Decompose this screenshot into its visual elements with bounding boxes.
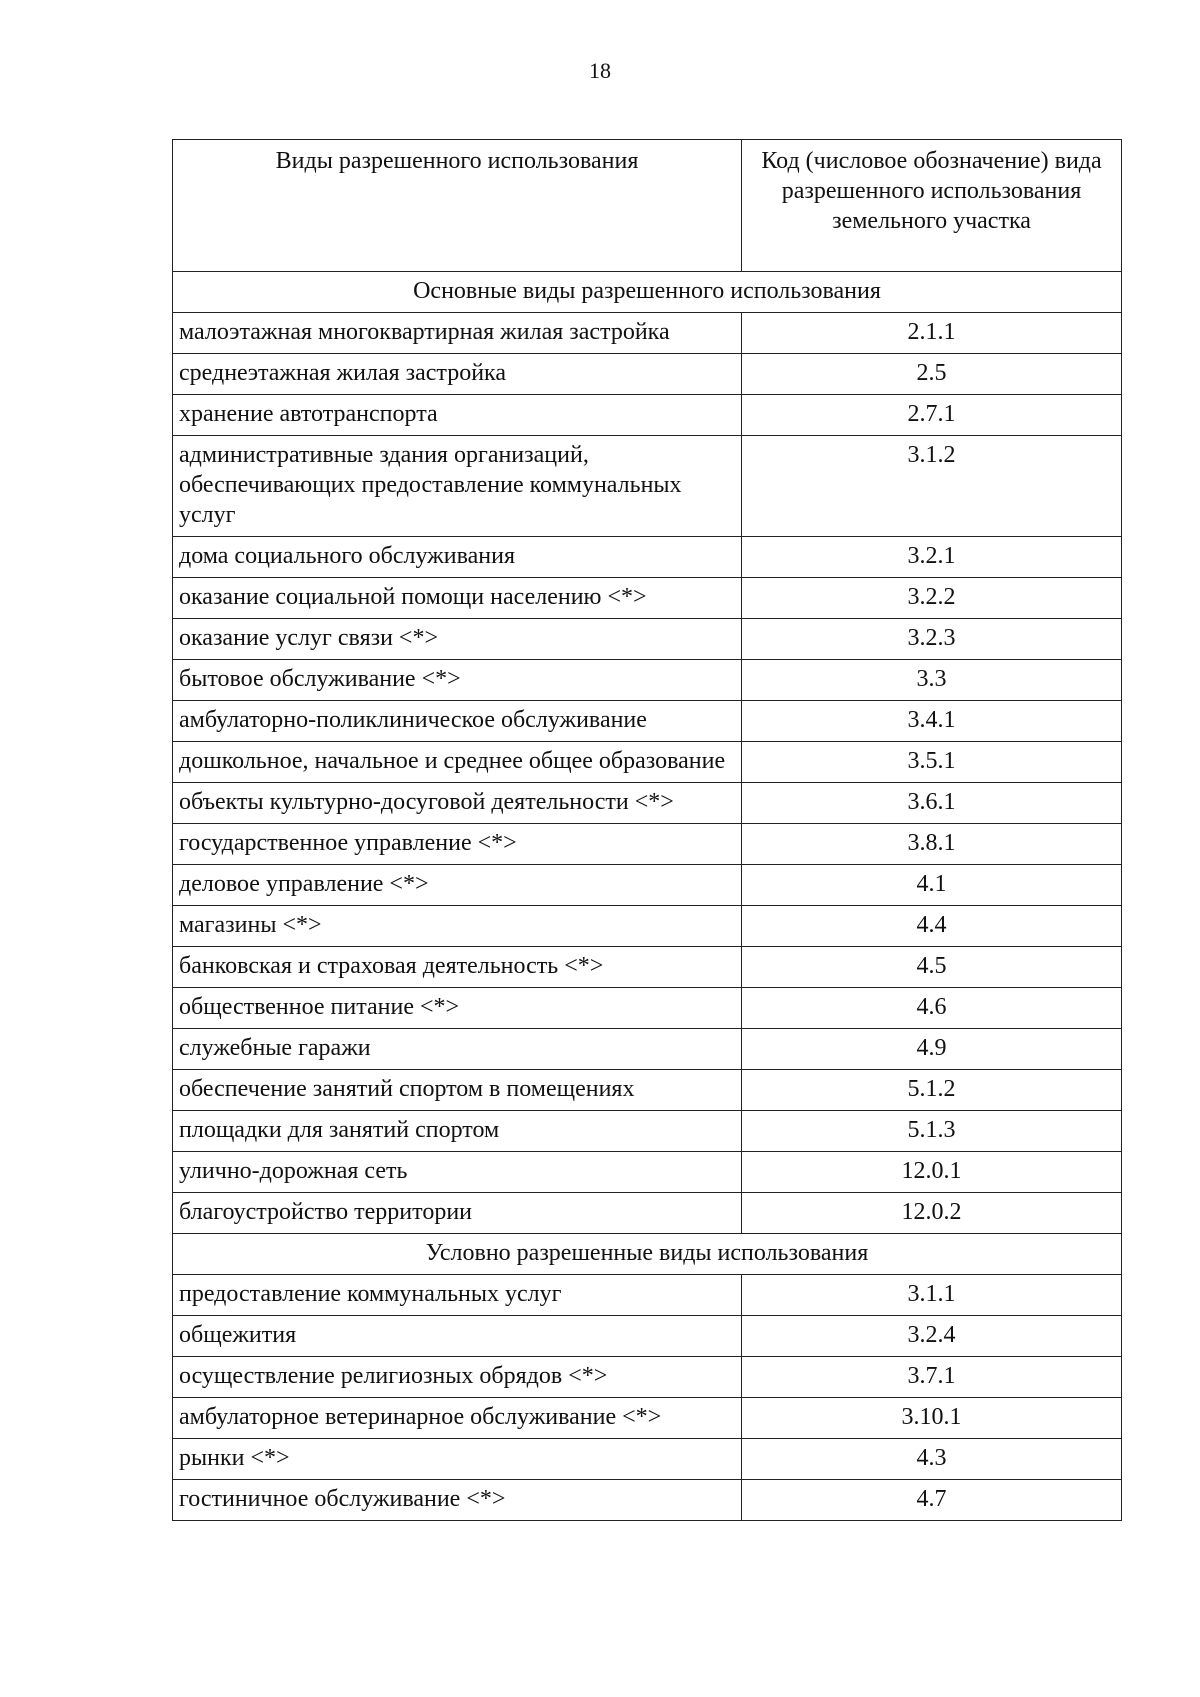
use-code-cell: 3.2.3 xyxy=(742,619,1122,660)
table-row xyxy=(173,660,1122,701)
table-row xyxy=(173,537,1122,578)
use-code-cell: 4.3 xyxy=(742,1439,1122,1480)
use-code-cell: 2.1.1 xyxy=(742,313,1122,354)
use-code-cell: 4.5 xyxy=(742,947,1122,988)
table-row xyxy=(173,395,1122,436)
use-type-cell: бытовое обслуживание <*> xyxy=(173,660,742,701)
use-type-cell: общественное питание <*> xyxy=(173,988,742,1029)
use-code-cell: 3.2.1 xyxy=(742,537,1122,578)
header-use-type: Виды разрешенного использования xyxy=(173,140,742,272)
table-row xyxy=(173,1357,1122,1398)
use-type-cell: улично-дорожная сеть xyxy=(173,1152,742,1193)
use-type-cell: гостиничное обслуживание <*> xyxy=(173,1480,742,1521)
use-code-cell: 4.7 xyxy=(742,1480,1122,1521)
use-type-cell: дома социального обслуживания xyxy=(173,537,742,578)
use-type-cell: деловое управление <*> xyxy=(173,865,742,906)
use-code-cell: 4.4 xyxy=(742,906,1122,947)
use-type-cell: предоставление коммунальных услуг xyxy=(173,1275,742,1316)
land-use-table xyxy=(172,139,1122,1521)
page-number: 18 xyxy=(589,58,611,83)
use-type-cell: амбулаторное ветеринарное обслуживание <*> xyxy=(173,1398,742,1439)
use-type-cell: магазины <*> xyxy=(173,906,742,947)
use-type-cell: обеспечение занятий спортом в помещениях xyxy=(173,1070,742,1111)
use-code-cell: 12.0.2 xyxy=(742,1193,1122,1234)
table-row xyxy=(173,1070,1122,1111)
use-type-cell: малоэтажная многоквартирная жилая застройка xyxy=(173,313,742,354)
table-row xyxy=(173,578,1122,619)
use-type-cell: объекты культурно-досуговой деятельности <*> xyxy=(173,783,742,824)
use-type-cell: оказание социальной помощи населению <*> xyxy=(173,578,742,619)
use-code-cell: 4.9 xyxy=(742,1029,1122,1070)
table-row xyxy=(173,988,1122,1029)
use-code-cell: 3.2.2 xyxy=(742,578,1122,619)
use-code-cell: 3.5.1 xyxy=(742,742,1122,783)
table-row xyxy=(173,1029,1122,1070)
table-row xyxy=(173,1398,1122,1439)
section-title: Основные виды разрешенного использования xyxy=(173,272,1122,313)
table-row xyxy=(173,1193,1122,1234)
use-type-cell: среднеэтажная жилая застройка xyxy=(173,354,742,395)
use-code-cell: 3.8.1 xyxy=(742,824,1122,865)
table-row xyxy=(173,1480,1122,1521)
use-code-cell: 5.1.2 xyxy=(742,1070,1122,1111)
use-type-cell: государственное управление <*> xyxy=(173,824,742,865)
use-code-cell: 3.1.2 xyxy=(742,436,1122,537)
table-row xyxy=(173,354,1122,395)
table-header-row xyxy=(173,140,1122,272)
table-row xyxy=(173,742,1122,783)
table-row xyxy=(173,865,1122,906)
use-code-cell: 3.4.1 xyxy=(742,701,1122,742)
table-row xyxy=(173,701,1122,742)
use-type-cell: дошкольное, начальное и среднее общее образование xyxy=(173,742,742,783)
use-type-cell: оказание услуг связи <*> xyxy=(173,619,742,660)
use-code-cell: 5.1.3 xyxy=(742,1111,1122,1152)
table-row xyxy=(173,1111,1122,1152)
use-type-cell: служебные гаражи xyxy=(173,1029,742,1070)
use-type-cell: административные здания организаций, обеспечивающих предоставление коммунальных услуг xyxy=(173,436,742,537)
table-row xyxy=(173,436,1122,537)
table-row xyxy=(173,1275,1122,1316)
use-code-cell: 3.7.1 xyxy=(742,1357,1122,1398)
section-title: Условно разрешенные виды использования xyxy=(173,1234,1122,1275)
use-type-cell: хранение автотранспорта xyxy=(173,395,742,436)
section-row xyxy=(173,272,1122,313)
table-row xyxy=(173,1152,1122,1193)
use-type-cell: осуществление религиозных обрядов <*> xyxy=(173,1357,742,1398)
use-code-cell: 3.10.1 xyxy=(742,1398,1122,1439)
table-row xyxy=(173,824,1122,865)
table-row xyxy=(173,947,1122,988)
use-code-cell: 3.1.1 xyxy=(742,1275,1122,1316)
use-type-cell: общежития xyxy=(173,1316,742,1357)
table-row xyxy=(173,1316,1122,1357)
use-type-cell: амбулаторно-поликлиническое обслуживание xyxy=(173,701,742,742)
use-code-cell: 12.0.1 xyxy=(742,1152,1122,1193)
table-body xyxy=(173,272,1122,1521)
table-row xyxy=(173,1439,1122,1480)
use-code-cell: 4.6 xyxy=(742,988,1122,1029)
use-code-cell: 3.2.4 xyxy=(742,1316,1122,1357)
use-type-cell: банковская и страховая деятельность <*> xyxy=(173,947,742,988)
use-code-cell: 2.7.1 xyxy=(742,395,1122,436)
header-use-code: Код (числовое обозначение) вида разрешенного использования земельного участка xyxy=(742,140,1122,272)
table-row xyxy=(173,906,1122,947)
use-code-cell: 4.1 xyxy=(742,865,1122,906)
use-type-cell: площадки для занятий спортом xyxy=(173,1111,742,1152)
use-code-cell: 3.3 xyxy=(742,660,1122,701)
table-row xyxy=(173,619,1122,660)
table-row xyxy=(173,783,1122,824)
use-type-cell: благоустройство территории xyxy=(173,1193,742,1234)
use-code-cell: 3.6.1 xyxy=(742,783,1122,824)
section-row xyxy=(173,1234,1122,1275)
table-row xyxy=(173,313,1122,354)
use-type-cell: рынки <*> xyxy=(173,1439,742,1480)
use-code-cell: 2.5 xyxy=(742,354,1122,395)
